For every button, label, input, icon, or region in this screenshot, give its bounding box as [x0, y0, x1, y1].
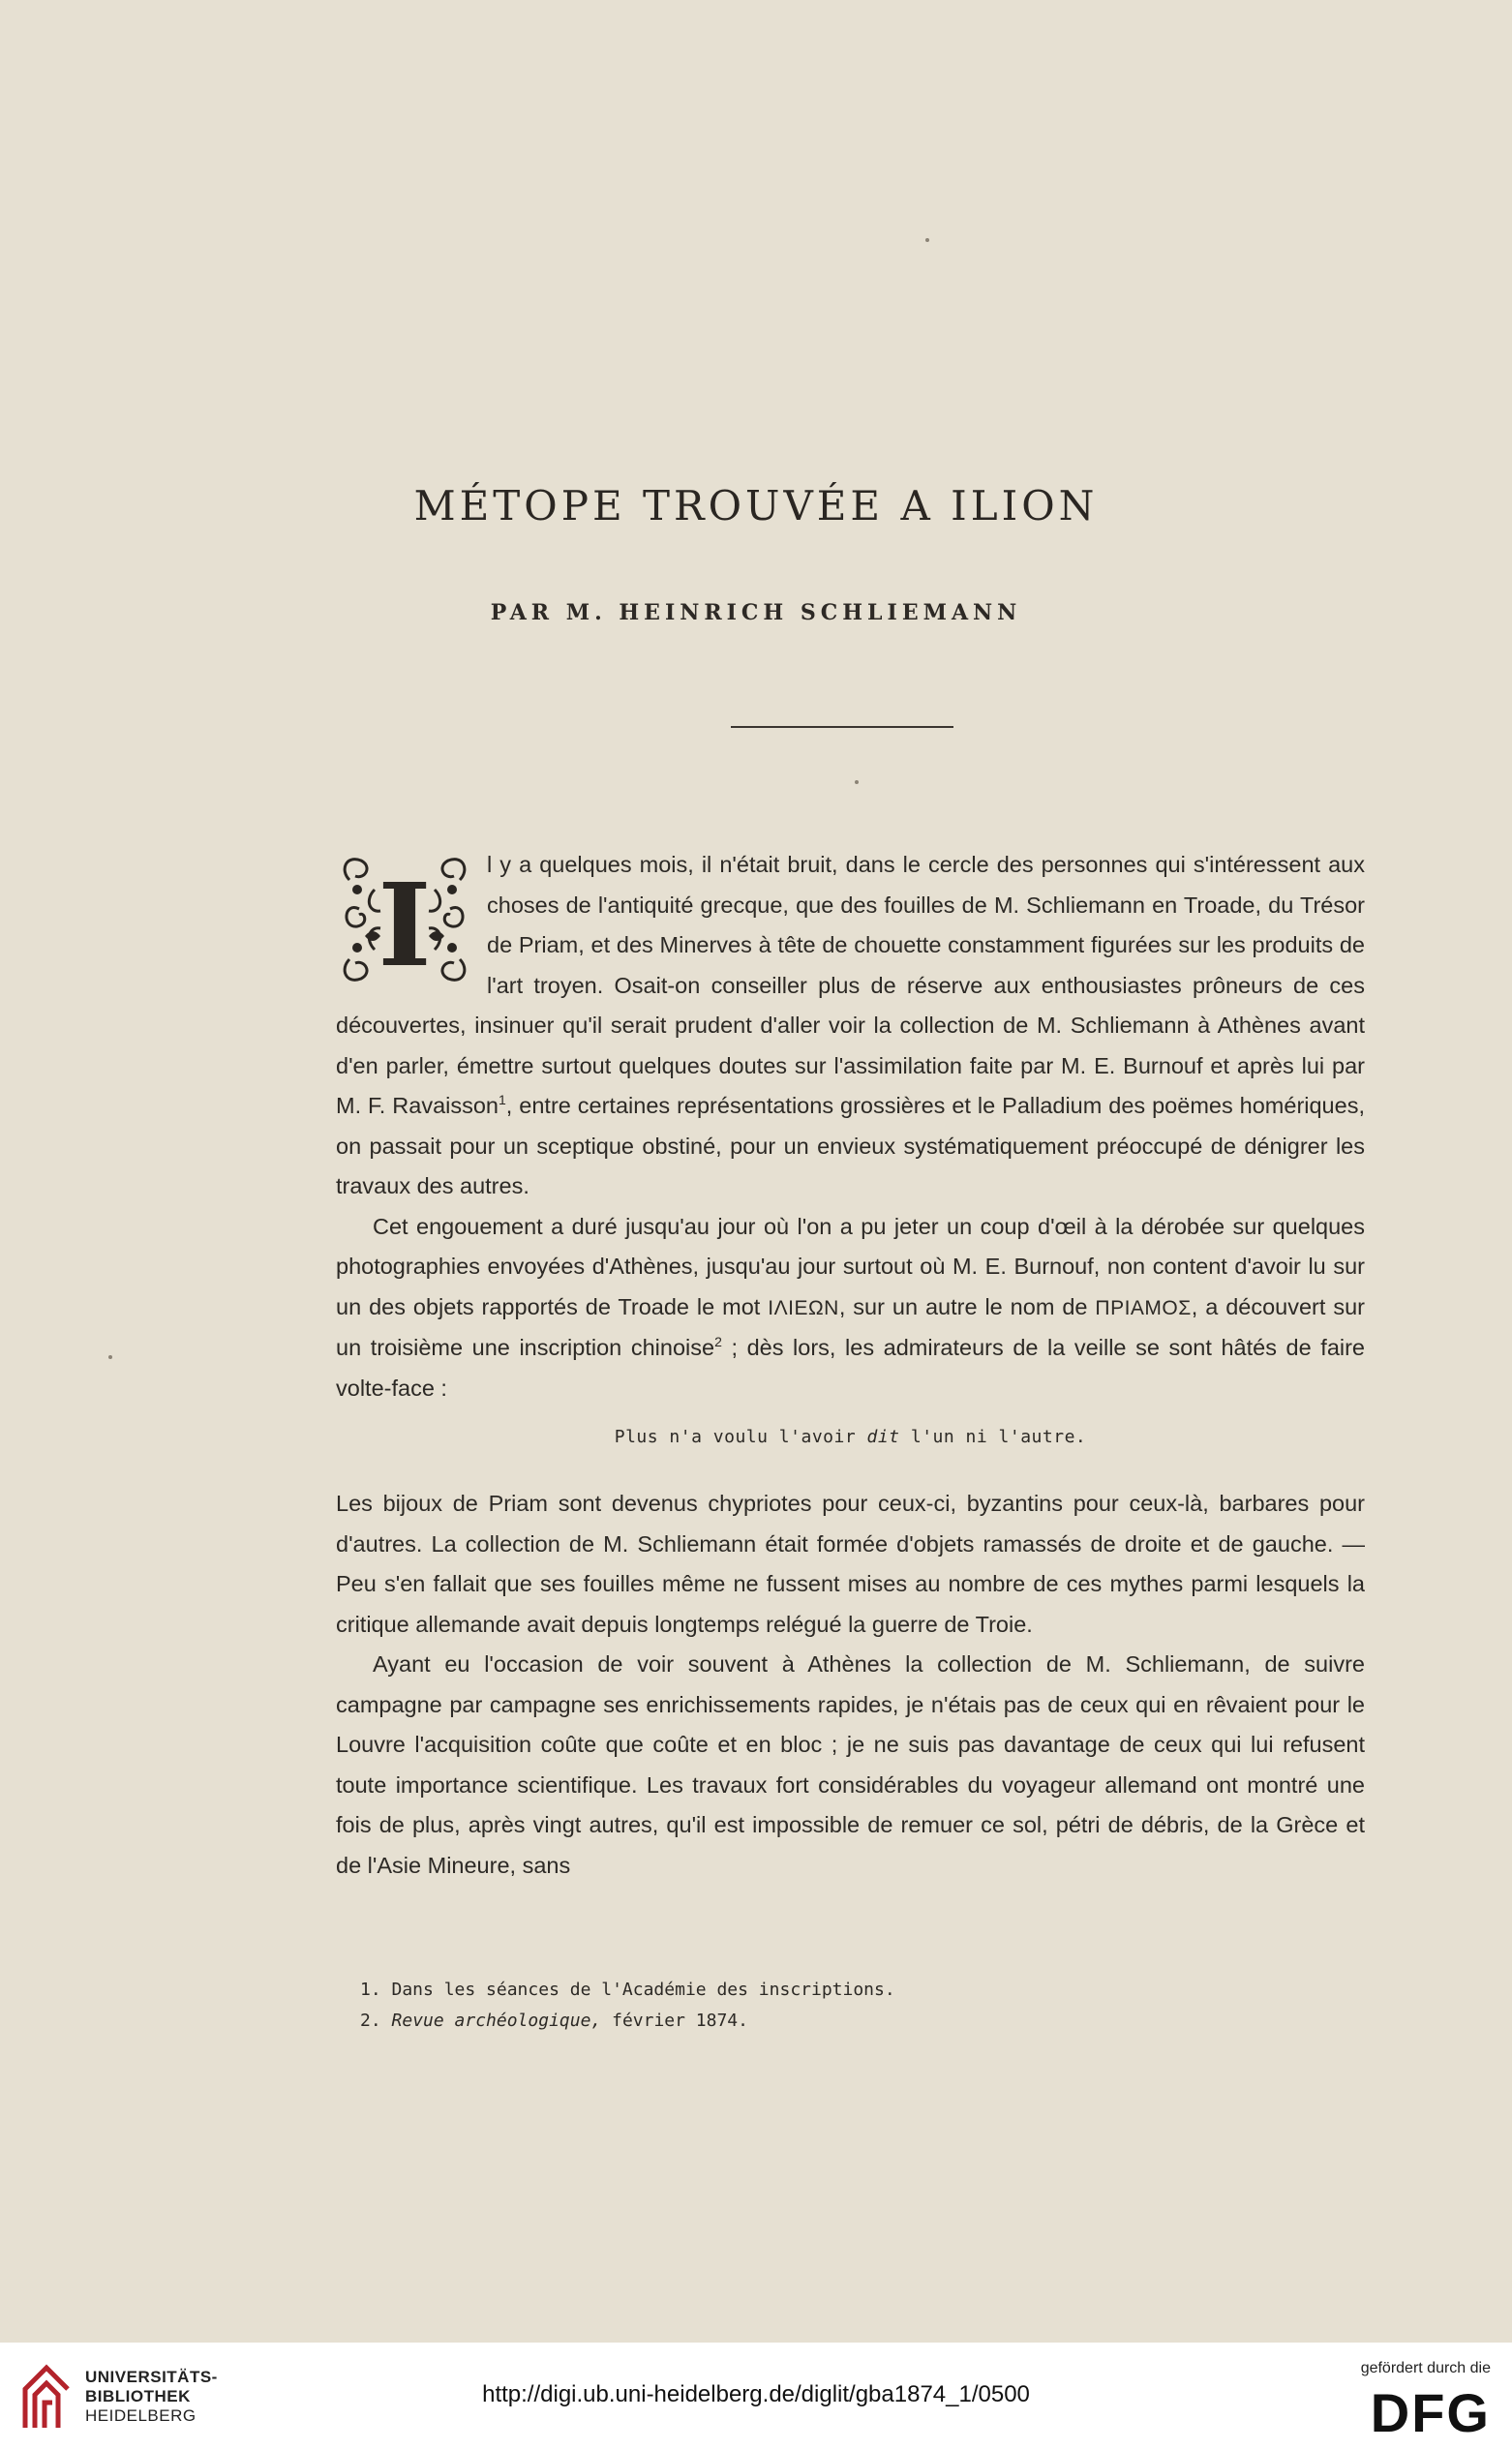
footnote-1: 1. Dans les séances de l'Académie des inscriptions. [360, 1980, 895, 2000]
paragraph-2-text-c: , a découvert sur un troisième une inscription chinoise [336, 1293, 1365, 1360]
paragraph-3: Les bijoux de Priam sont devenus chypriotes pour ceux-ci, byzantins pour ceux-là, barbares pour d'autres. La collection de M. Schliemann était formée d'objets ramassés de droite et de gauche. — Peu s'en fallait que ses fouilles même ne fussent mises au nombre de ces mythes parmi lesquels la critique allemande avait depuis longtemps relégué la guerre de Troie. [336, 1491, 1365, 1637]
institution-line-3: HEIDELBERG [85, 2406, 197, 2425]
article-author: PAR M. HEINRICH SCHLIEMANN [490, 600, 1022, 625]
footnote-2 [360, 2006, 1328, 2037]
article-body [336, 845, 1365, 1886]
dfg-logo-text: DFG [1370, 2385, 1491, 2435]
greek-word-priamos: ΠΡΙΑΜΟΣ [1095, 1296, 1192, 1319]
institution-line-1: UNIVERSITÄTS- [85, 2368, 218, 2386]
paragraph-1 [336, 845, 1365, 1207]
paragraph-2 [336, 1207, 1365, 1409]
institution-line-2: BIBLIOTHEK [85, 2387, 191, 2405]
funding-label: gefördert durch die [1360, 2360, 1491, 2376]
paragraph-4: Ayant eu l'occasion de voir souvent à Athènes la collection de M. Schliemann, de suivre campagne par campagne ses enrichissements rapides, je n'étais pas de ceux qui en rêvaient pour le Louvre l'acquisition coûte que coûte et en bloc ; je ne suis pas davantage de ceux qui lui refusent toute importance scientifique. Les travaux fort considérables du voyageur allemand ont montré une fois de plus, après vingt autres, qu'il est impossible de remuer ce sol, pétri de débris, de la Grèce et de l'Asie Mineure, sans [336, 1651, 1365, 1878]
paragraph-1-text-b: , entre certaines représentations grossières et le Palladium des poëmes homériques, on passait pour un sceptique obstiné, pour un envieux systématiquement préoccupé de dénigrer les travaux des autres. [336, 1093, 1365, 1198]
dropcap-letter: I [378, 858, 432, 988]
ornamental-dropcap-icon [336, 851, 473, 988]
verse-emphasis: dit [866, 1427, 900, 1447]
paragraph-2-text-b: , sur un autre le nom de [838, 1293, 1088, 1319]
paper-speck [925, 238, 929, 242]
article-title: MÉTOPE TROUVÉE A ILION [413, 482, 1099, 529]
paper-speck [108, 1355, 112, 1359]
paper-speck [855, 780, 859, 784]
footnotes [360, 1975, 1328, 2037]
footnote-2-number: 2. [360, 2011, 392, 2031]
dfg-logo-icon [1347, 2385, 1491, 2435]
digitization-footer [0, 2343, 1512, 2450]
footnote-ref-2: 2 [714, 1334, 722, 1350]
permalink-url[interactable]: http://digi.ub.uni-heidelberg.de/diglit/gba1874_1/0500 [482, 2381, 1030, 2407]
greek-word-ilieon: ΙΛΙΕΩΝ [768, 1296, 839, 1319]
paragraph-1-text-a: l y a quelques mois, il n'était bruit, dans le cercle des personnes qui s'intéressent aux choses de l'antiquité grecque, que des fouilles de M. Schliemann en Troade, du Trésor de Priam, et des Minerves à tête de chouette constamment figurées sur les produits de l'art troyen. Osait-on conseiller plus de réserve aux enthousiastes prôneurs de ces découvertes, insinuer qu'il serait prudent d'aller voir la collection de M. Schliemann à Athènes avant d'en parler, émettre surtout quelques doutes sur l'assimilation faite par M. E. Burnouf et après lui par M. F. Ravaisson [336, 852, 1365, 1118]
verse-quotation [336, 1424, 1365, 1451]
footnote-2-date: février 1874. [601, 2011, 748, 2031]
title-separator-rule [731, 726, 953, 728]
paragraph-2-text-a: Cet engouement a duré jusqu'au jour où l'on a pu jeter un coup d'œil à la dérobée sur quelques photographies envoyées d'Athènes, jusqu'au jour surtout où M. E. Burnouf, non content d'avoir lu sur un des objets rapportés de Troade le mot [336, 1213, 1365, 1319]
verse-text-a: Plus n'a voulu l'avoir [614, 1427, 867, 1447]
paragraph-2-text-d: ; dès lors, les admirateurs de la veille se sont hâtés de faire volte-face : [336, 1335, 1366, 1401]
footnote-2-journal: Revue archéologique, [391, 2011, 602, 2031]
footnote-ref-1: 1 [499, 1092, 506, 1108]
verse-text-b: l'un ni l'autre. [899, 1427, 1087, 1447]
